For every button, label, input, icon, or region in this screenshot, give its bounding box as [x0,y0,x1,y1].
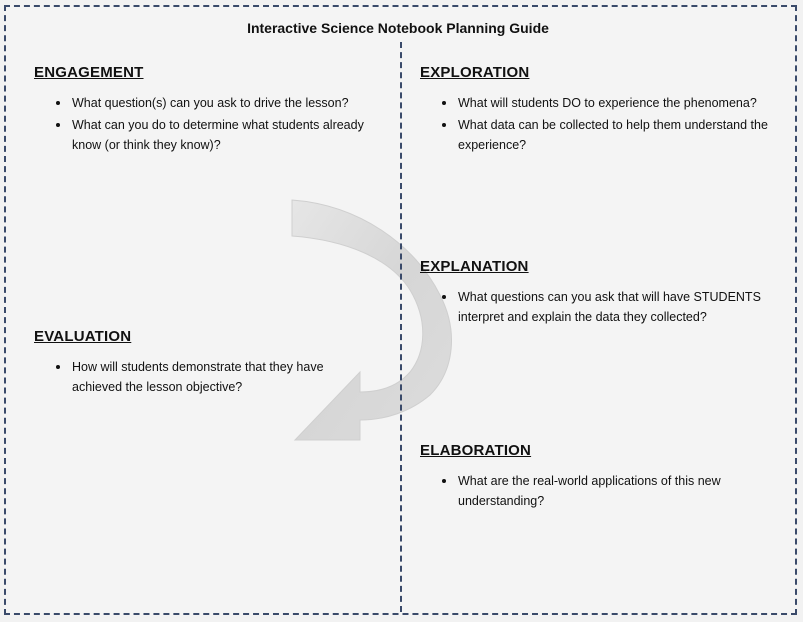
list-item: What data can be collected to help them understand the experience? [458,115,780,155]
exploration-list [420,93,780,155]
evaluation-section [34,328,374,399]
exploration-section [420,64,780,157]
list-item: What question(s) can you ask to drive the lesson? [72,93,394,113]
engagement-section [34,64,394,157]
list-item: How will students demonstrate that they have achieved the lesson objective? [72,357,374,397]
explanation-heading: EXPLANATION [420,258,529,275]
list-item: What can you do to determine what students already know (or think they know)? [72,115,394,155]
list-item: What will students DO to experience the phenomena? [458,93,780,113]
engagement-list [34,93,394,155]
exploration-heading: EXPLORATION [420,64,530,81]
column-divider [400,42,402,612]
evaluation-list [34,357,374,397]
page-title: Interactive Science Notebook Planning Guide [247,20,549,36]
engagement-heading: ENGAGEMENT [34,64,144,81]
elaboration-list [420,471,760,511]
evaluation-heading: EVALUATION [34,328,132,345]
explanation-list [420,287,780,327]
list-item: What questions can you ask that will have STUDENTS interpret and explain the data they collected? [458,287,780,327]
elaboration-section [420,442,760,513]
list-item: What are the real-world applications of this new understanding? [458,471,760,511]
elaboration-heading: ELABORATION [420,442,532,459]
explanation-section [420,258,780,329]
